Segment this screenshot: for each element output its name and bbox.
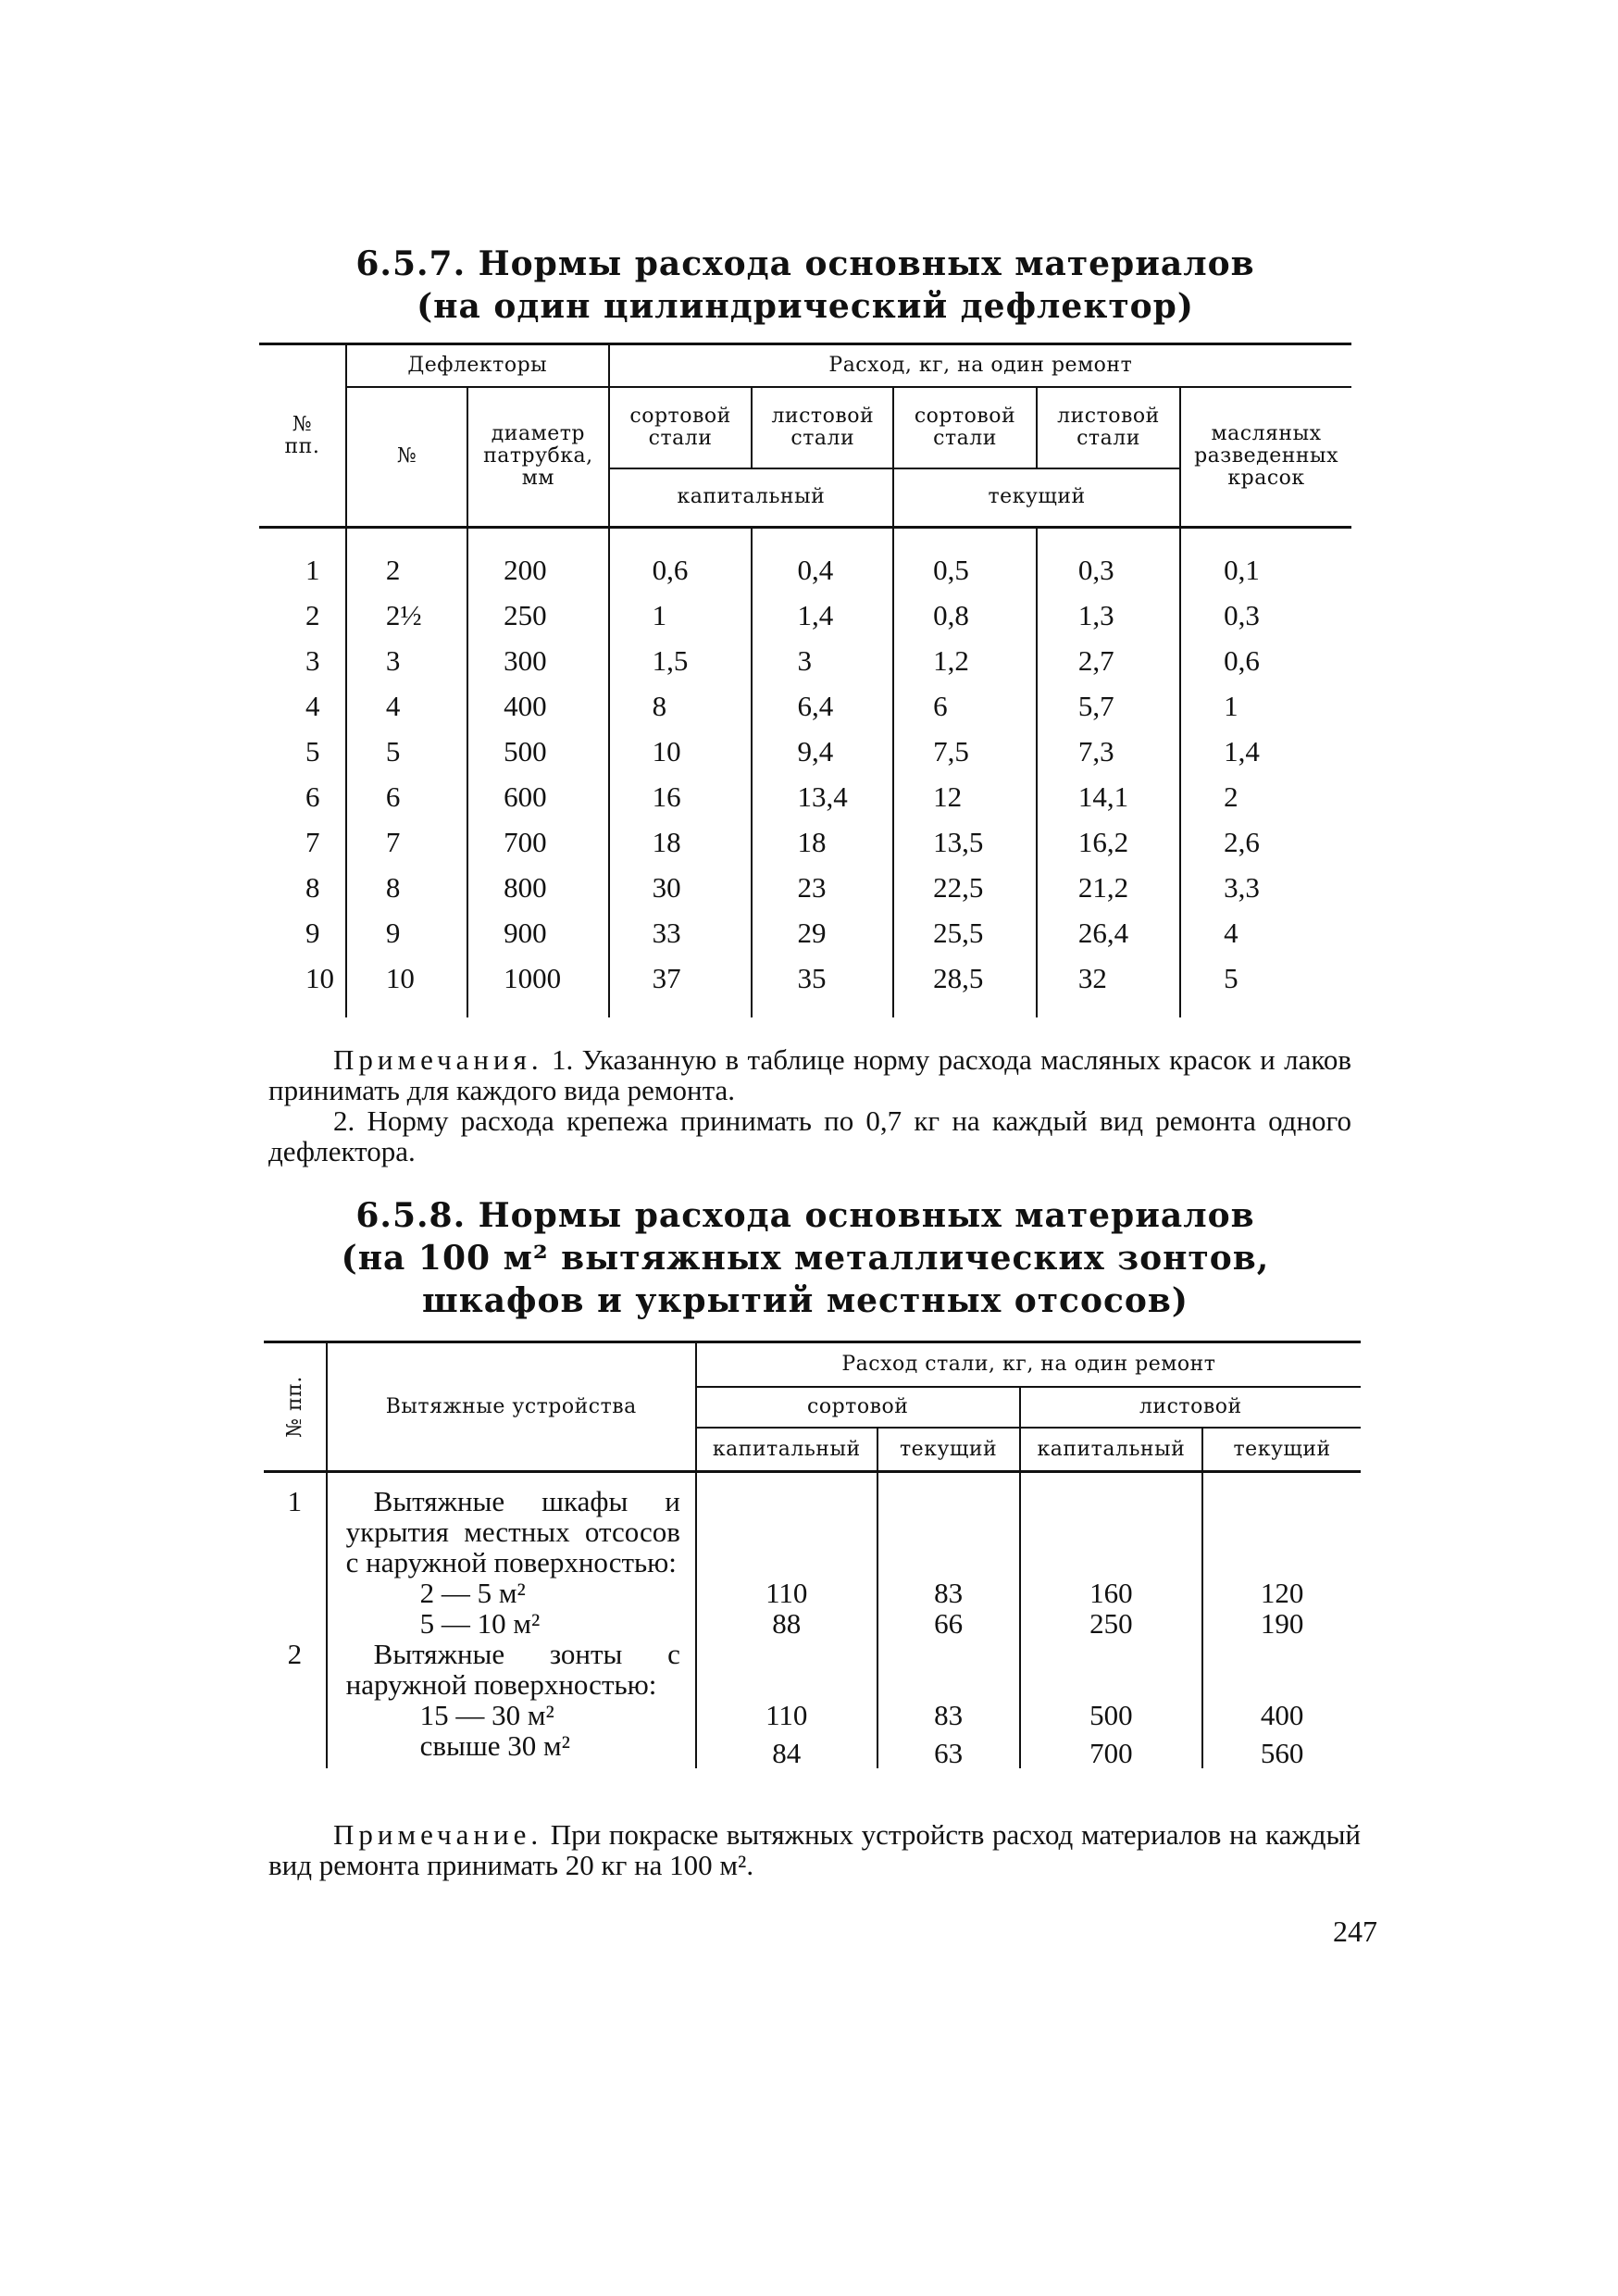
- value-cell: 120: [1202, 1578, 1361, 1608]
- table-cell: 30: [609, 865, 753, 910]
- row-number: [264, 1608, 327, 1639]
- header-sheet-current: текущий: [1202, 1428, 1361, 1472]
- table-cell: 7,5: [893, 729, 1037, 774]
- header-sort-current: текущий: [877, 1428, 1020, 1472]
- table-row: [259, 528, 1351, 593]
- table-cell: 5,7: [1037, 683, 1180, 729]
- table-cell: 300: [467, 638, 609, 683]
- exhaust-devices-table: [264, 1341, 1361, 1768]
- value-cell: 84: [696, 1730, 877, 1768]
- table-cell: 3: [346, 638, 467, 683]
- table-cell: 5: [1180, 955, 1351, 1017]
- table-cell: 1: [1180, 683, 1351, 729]
- value-cell: [1202, 1472, 1361, 1578]
- device-description: Вытяжные зонты с наружной поверхностью:: [327, 1639, 696, 1700]
- table-row: [259, 729, 1351, 774]
- table-cell: 600: [467, 774, 609, 819]
- row-number: [264, 1578, 327, 1608]
- table-cell: 2,7: [1037, 638, 1180, 683]
- value-cell: [1020, 1639, 1203, 1700]
- table-cell: 0,3: [1037, 528, 1180, 593]
- notes-section-2: [268, 1819, 1361, 1880]
- row-number: 1: [287, 1485, 303, 1517]
- table-row: [264, 1639, 1361, 1700]
- table-cell: 0,4: [752, 528, 893, 593]
- table-cell: 1: [609, 593, 753, 638]
- table-cell: 4: [305, 689, 320, 722]
- table-cell: 6,4: [752, 683, 893, 729]
- table-cell: 9: [346, 910, 467, 955]
- value-cell: 190: [1202, 1608, 1361, 1639]
- table-cell: 1,3: [1037, 593, 1180, 638]
- table-cell: 400: [467, 683, 609, 729]
- header-consumption: Расход, кг, на один ремонт: [609, 344, 1351, 387]
- header-deflectors: Дефлекторы: [346, 344, 609, 387]
- table-row: [259, 819, 1351, 865]
- table-cell: 7: [305, 825, 320, 858]
- table-row: [264, 1608, 1361, 1639]
- value-cell: 110: [696, 1578, 877, 1608]
- table-row: [259, 683, 1351, 729]
- table-cell: 2½: [346, 593, 467, 638]
- table-cell: 21,2: [1037, 865, 1180, 910]
- value-cell: [877, 1639, 1020, 1700]
- table-cell: 2: [1180, 774, 1351, 819]
- table-cell: 0,5: [893, 528, 1037, 593]
- table-cell: 500: [467, 729, 609, 774]
- table-cell: 3,3: [1180, 865, 1351, 910]
- title-line-1: 6.5.8. Нормы расхода основных материалов: [355, 1196, 1255, 1235]
- table-cell: 9: [305, 916, 320, 949]
- value-cell: 700: [1020, 1730, 1203, 1768]
- table-cell: 7: [346, 819, 467, 865]
- value-cell: 83: [877, 1578, 1020, 1608]
- value-cell: 88: [696, 1608, 877, 1639]
- device-description: Вытяжные шкафы и укрытия местных отсосов с наружной поверхностью:: [327, 1472, 696, 1578]
- device-description: 15 — 30 м²: [327, 1700, 696, 1730]
- table-cell: 250: [467, 593, 609, 638]
- header-cap-sheet-steel: листовой стали: [752, 387, 893, 468]
- table-cell: 2: [305, 598, 320, 631]
- note-2: 2. Норму расхода крепежа принимать по 0,7 кг на каждый вид ремонта одного дефлектора.: [268, 1104, 1351, 1167]
- title-line-1: 6.5.7. Нормы расхода основных материалов: [355, 244, 1255, 283]
- table-cell: 6: [346, 774, 467, 819]
- header-sheet: листовой: [1020, 1387, 1361, 1428]
- table-row: [264, 1472, 1361, 1578]
- table-cell: 12: [893, 774, 1037, 819]
- table-cell: 8: [305, 870, 320, 904]
- table-cell: 700: [467, 819, 609, 865]
- table-row: [259, 910, 1351, 955]
- table-row: [259, 865, 1351, 910]
- table-cell: 7,3: [1037, 729, 1180, 774]
- value-cell: 500: [1020, 1700, 1203, 1730]
- header-cur-sheet-steel: листовой стали: [1037, 387, 1180, 468]
- header-row-number: № пп.: [284, 412, 320, 458]
- table-cell: 18: [752, 819, 893, 865]
- value-cell: 66: [877, 1608, 1020, 1639]
- row-number: [264, 1730, 327, 1768]
- table-cell: 0,1: [1180, 528, 1351, 593]
- exhaust-table-body: [264, 1472, 1361, 1769]
- table-row: [264, 1730, 1361, 1768]
- table-cell: 18: [609, 819, 753, 865]
- title-line-2: (на один цилиндрический дефлектор): [417, 287, 1194, 326]
- table-cell: 5: [305, 734, 320, 767]
- table-cell: 26,4: [1037, 910, 1180, 955]
- notes-section-1: [268, 1044, 1351, 1167]
- value-cell: [1202, 1639, 1361, 1700]
- table-cell: 13,5: [893, 819, 1037, 865]
- table-cell: 25,5: [893, 910, 1037, 955]
- table-cell: 6: [305, 780, 320, 813]
- table-cell: 3: [305, 643, 320, 677]
- value-cell: 160: [1020, 1578, 1203, 1608]
- header-cur-sort-steel: сортовой стали: [893, 387, 1037, 468]
- device-description: 2 — 5 м²: [327, 1578, 696, 1608]
- deflector-materials-table: [259, 343, 1351, 1017]
- table-row: [259, 955, 1351, 1017]
- table-cell: 13,4: [752, 774, 893, 819]
- section-6-5-8-title: [278, 1194, 1333, 1322]
- header-current: текущий: [893, 468, 1180, 528]
- table-cell: 1,4: [1180, 729, 1351, 774]
- table-cell: 6: [893, 683, 1037, 729]
- title-line-2: (на 100 м² вытяжных металлических зонтов,: [341, 1239, 1270, 1278]
- table-cell: 10: [346, 955, 467, 1017]
- header-devices: Вытяжные устройства: [327, 1342, 696, 1472]
- table-cell: 1: [305, 553, 320, 586]
- table-cell: 35: [752, 955, 893, 1017]
- table-cell: 1,4: [752, 593, 893, 638]
- device-description: 5 — 10 м²: [327, 1608, 696, 1639]
- table-cell: 4: [346, 683, 467, 729]
- table-cell: 37: [609, 955, 753, 1017]
- table-cell: 4: [1180, 910, 1351, 955]
- value-cell: [1020, 1472, 1203, 1578]
- table-cell: 5: [346, 729, 467, 774]
- note-text: При покраске вытяжных устройств расход материалов на каждый вид ремонта принимать 20 кг на 100 м².: [268, 1818, 1361, 1881]
- table-cell: 1000: [467, 955, 609, 1017]
- header-capital: капитальный: [609, 468, 893, 528]
- table-cell: 29: [752, 910, 893, 955]
- table-cell: 0,8: [893, 593, 1037, 638]
- table-cell: 32: [1037, 955, 1180, 1017]
- table-row: [264, 1700, 1361, 1730]
- value-cell: 110: [696, 1700, 877, 1730]
- table-cell: 16,2: [1037, 819, 1180, 865]
- table-cell: 1,2: [893, 638, 1037, 683]
- table-cell: 900: [467, 910, 609, 955]
- table-cell: 0,6: [1180, 638, 1351, 683]
- value-cell: 83: [877, 1700, 1020, 1730]
- table-cell: 3: [752, 638, 893, 683]
- value-cell: [877, 1472, 1020, 1578]
- table-cell: 16: [609, 774, 753, 819]
- header-deflector-number: №: [346, 387, 467, 528]
- table-row: [259, 774, 1351, 819]
- header-steel-consumption: Расход стали, кг, на один ремонт: [696, 1342, 1361, 1387]
- note-label: Примечание.: [333, 1818, 543, 1851]
- value-cell: 560: [1202, 1730, 1361, 1768]
- notes-label: Примечания.: [333, 1043, 543, 1076]
- title-line-3: шкафов и укрытий местных отсосов): [422, 1281, 1189, 1320]
- table-cell: 14,1: [1037, 774, 1180, 819]
- header-sort-capital: капитальный: [696, 1428, 877, 1472]
- table-cell: 22,5: [893, 865, 1037, 910]
- table-cell: 0,6: [609, 528, 753, 593]
- deflector-table-body: [259, 528, 1351, 1018]
- table-row: [259, 593, 1351, 638]
- table-cell: 8: [609, 683, 753, 729]
- header-oil-paints: масляных разведенных красок: [1180, 387, 1351, 528]
- section-6-5-7-title: [278, 243, 1333, 328]
- table-cell: 33: [609, 910, 753, 955]
- table-cell: 10: [609, 729, 753, 774]
- row-number: [264, 1700, 327, 1730]
- header-sheet-capital: капитальный: [1020, 1428, 1203, 1472]
- value-cell: 400: [1202, 1700, 1361, 1730]
- header-cap-sort-steel: сортовой стали: [609, 387, 753, 468]
- table-cell: 2,6: [1180, 819, 1351, 865]
- value-cell: 63: [877, 1730, 1020, 1768]
- value-cell: 250: [1020, 1608, 1203, 1639]
- row-number: 2: [287, 1638, 303, 1670]
- header-row-number: № пп.: [282, 1376, 306, 1438]
- table-row: [264, 1578, 1361, 1608]
- device-description: свыше 30 м²: [327, 1730, 696, 1768]
- table-cell: 0,3: [1180, 593, 1351, 638]
- table-cell: 23: [752, 865, 893, 910]
- table-cell: 1,5: [609, 638, 753, 683]
- table-cell: 10: [305, 961, 334, 994]
- table-cell: 200: [467, 528, 609, 593]
- value-cell: [696, 1472, 877, 1578]
- table-cell: 28,5: [893, 955, 1037, 1017]
- page-number: 247: [1333, 1915, 1377, 1948]
- table-row: [259, 638, 1351, 683]
- header-sort: сортовой: [696, 1387, 1020, 1428]
- table-cell: 8: [346, 865, 467, 910]
- value-cell: [696, 1639, 877, 1700]
- table-cell: 9,4: [752, 729, 893, 774]
- table-cell: 2: [346, 528, 467, 593]
- header-diameter: диаметр патрубка, мм: [467, 387, 609, 528]
- note-1: 1. Указанную в таблице норму расхода масляных красок и лаков принимать для каждого вида ремонта.: [268, 1043, 1352, 1106]
- table-cell: 800: [467, 865, 609, 910]
